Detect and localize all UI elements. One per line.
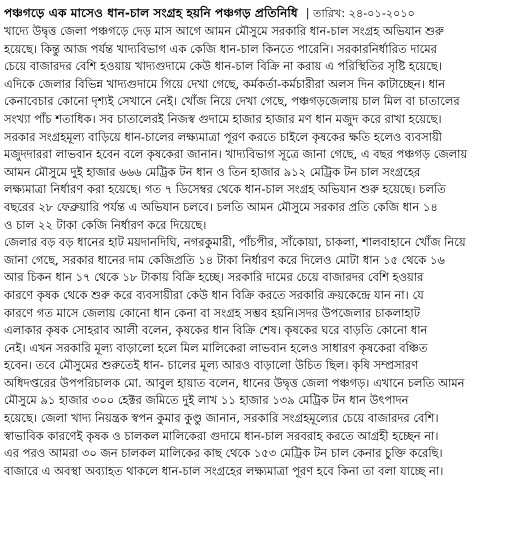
body-line: সংখ্যা পাঁচ শতাধিক। সব চাতালেরই নিজস্ব গুদামে হাজার হাজার মণ ধান মজুদ করে রাখা হয়েছে। <box>4 111 442 126</box>
article-body <box>4 23 525 480</box>
body-line: বছরের ২৮ ফেব্রুয়ারি পর্যন্ত এ অভিযান চলবে। চলতি আমন মৌসুমে সরকার প্রতি কেজি ধান ১৪ <box>4 199 438 214</box>
body-line: হয়েছে। কিন্তু আজ পর্যন্ত খাদ্যবিভাগ এক কেজি ধান-চাল কিনতে পারেনি। সরকারনির্ধারিত দামের <box>4 41 437 56</box>
body-line: ও চাল ২২ টাকা কেজি নির্ধারণ করে দিয়েছে। <box>4 217 207 232</box>
body-line: নেই। এখন সরকারি মূল্য বাড়ালো হলে মিল মালিকেরা লাভবান হলেও সাধারণ কৃষকেরা বঞ্চিত <box>4 340 428 355</box>
date-label: | তারিখ: ২৪-০১-২০১০ <box>305 7 415 20</box>
body-line: লক্ষ্যমাত্রা নির্ধারণ করা হয়েছে। গত ৭ ডিসেম্বর থেকে ধান-চাল সংগ্রহ অভিযান শুরু হয়েছে। চলতি <box>4 182 446 197</box>
body-line: আর চিকন ধান ১৭ থেকে ১৮ টাকায় বিক্রি হচ্ছে। সরকারি দামের চেয়ে বাজারদর বেশি হওয়ার <box>4 270 424 285</box>
headline-row <box>4 4 525 22</box>
body-line: অধিদপ্তরের উপপরিচালক মো. আবুল হায়াত বলেন, ধানের উদ্বৃত্ত জেলা পঞ্চগড়। এখানে চলতি আমন <box>4 375 465 390</box>
body-line: জানা গেছে, সরকার ধানের দাম কেজিপ্রতি ১৪ টাকা নির্ধারণ করে দিলেও মোটা ধান ১৫ থেকে ১৬ <box>4 252 445 267</box>
body-line: চেয়ে বাজারদর বেশি হওয়ায় খাদ্যগুদামে কেউ ধান-চাল বিক্রি না করায় এ পরিস্থিতির সৃষ্টি হয়েছে। <box>4 59 442 74</box>
body-line: এলাকার কৃষক সোহরাব আলী বলেন, কৃষকের ধান বিক্রি শেষ। কৃষকের ঘরে বাড়তি কোনো ধান <box>4 323 428 338</box>
body-line: কেনাবেচার কোনো দৃশ্যই সেখানে নেই। খোঁজ নিয়ে দেখা গেছে, পঞ্চগড়জেলায় চাল মিল বা চাতালের <box>4 94 460 109</box>
body-line: হবেন। তবে মৌসুমের শুরুতেই ধান- চালের মূল্য আরও বাড়ালো উচিত ছিল। কৃষি সম্প্রসারণ <box>4 358 419 373</box>
body-line: আমন মৌসুমে দুই হাজার ৬৬৬ মেট্রিক টন ধান ও তিন হাজার ৯১২ মেট্রিক টন চাল সংগ্রহের <box>4 164 421 179</box>
body-line: সরকার সংগ্রহমূল্য বাড়িয়ে ধান-চালের লক্ষ্যমাত্রা পূরণ করতে চাইলে কৃষকের ক্ষতি হলেও ব্যবসায়ী <box>4 129 442 144</box>
body-line: এদিকে জেলার বিভিন্ন খাদ্যগুদামে গিয়ে দেখা গেছে, কর্মকর্তা-কর্মচারীরা অলস দিন কাটাচ্ছেন। ধান <box>4 76 446 91</box>
body-line: এর পরও আমরা ৩০ জন চালকল মালিকের কাছ থেকে ১৫৩ মেট্রিক টন চাল কেনার চুক্তি করেছি। <box>4 446 443 461</box>
body-line: খাদ্যে উদ্বৃত্ত জেলা পঞ্চগড়ে দেড় মাস আগে আমন মৌসুমে সরকারি ধান-চাল সংগ্রহ অভিযান শুরু <box>4 24 444 38</box>
body-line: মৌসুমে ৯১ হাজার ৩০০ হেক্টর জমিতে দুই লাখ ১১ হাজার ১৩৯ মেট্রিক টন ধান উৎপাদন <box>4 393 409 408</box>
body-line: হয়েছে। জেলা খাদ্য নিয়ন্ত্রক স্বপন কুমার কুণ্ডু জানান, সরকারি সংগ্রহমূল্যের চেয়ে বাজারদর বেশি। <box>4 411 439 426</box>
body-line: মজুদদাররা লাভবান হবেন বলে কৃষকেরা জানান। খাদ্যবিভাগ সূত্রে জানা গেছে, এ বছর পঞ্চগড় জেলায় <box>4 147 468 162</box>
body-line: বাজারে এ অবস্থা অব্যাহত থাকলে ধান-চাল সংগ্রহের লক্ষ্যমাত্রা পূরণ হবে কিনা তা বলা যাচ্ছে না। <box>4 463 444 478</box>
body-line: কারণে গত মাসে জেলায় কোনো ধান কেনা বা সংগ্রহ সম্ভব হয়নি।সদর উপজেলার চাকলাহাট <box>4 305 421 320</box>
body-line: স্বাভাবিক কারণেই কৃষক ও চালকল মালিকেরা গুদামে ধান-চাল সরবরাহ করতে আগ্রহী হচ্ছেন না। <box>4 428 439 443</box>
body-line: জেলার বড় বড় ধানের হাট ময়দানদিঘি, নগরকুমারী, পাঁচপীর, সাঁকোয়া, চাকলা, শালবাহানে খোঁজ নিয়ে <box>4 235 466 250</box>
headline: পঞ্চগড়ে এক মাসেও ধান-চাল সংগ্রহ হয়নি পঞ্চগড় প্রতিনিধি <box>4 6 298 20</box>
body-line: কারণে কৃষক থেকে শুরু করে ব্যবসায়ীরা কেউ ধান বিক্রি করতে সরকারি ক্রয়কেন্দ্রে যান না। যে <box>4 287 424 302</box>
